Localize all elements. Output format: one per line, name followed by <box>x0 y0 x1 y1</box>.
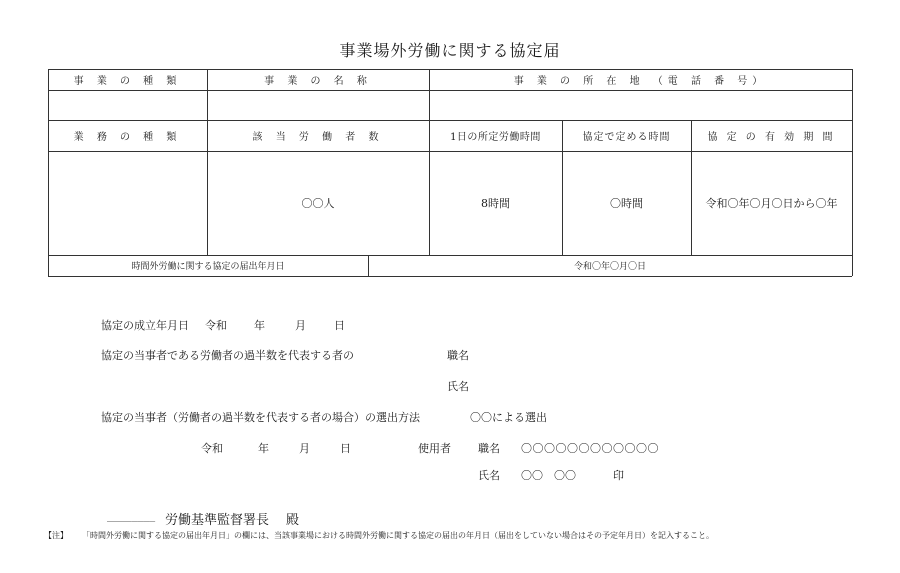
agreed-hours-value[interactable]: 〇時間 <box>610 197 643 210</box>
header-agreed-hours: 協定で定める時間 <box>582 132 671 143</box>
honorific: 殿 <box>286 513 300 528</box>
worker-count-value[interactable]: 〇〇人 <box>301 197 335 210</box>
footnote-text: 「時間外労働に関する協定の届出年月日」の欄には、当該事業場における時間外労働に関する協定の届出の年月日（届出をしていない場合はその予定年月日）を記入すること。 <box>82 531 714 540</box>
representative-name-label: 氏名 <box>447 380 469 393</box>
selection-method-label: 協定の当事者（労働者の過半数を代表する者の場合）の選出方法 <box>101 411 420 424</box>
header-business-name: 事 業 の 名 称 <box>264 76 372 87</box>
daily-hours-value[interactable]: 8時間 <box>481 197 510 210</box>
employer-name-label: 氏名 <box>478 469 500 482</box>
header-business-type: 事 業 の 種 類 <box>73 76 182 87</box>
header-work-type: 業 務 の 種 類 <box>73 132 182 143</box>
seal-mark: 印 <box>613 469 624 482</box>
filing-date-label: 時間外労働に関する協定の届出年月日 <box>131 262 285 272</box>
header-worker-count: 該 当 労 働 者 数 <box>252 132 384 143</box>
business-address-field[interactable] <box>429 90 852 120</box>
established-day[interactable]: 日 <box>334 319 345 332</box>
validity-period-value[interactable]: 令和〇年〇月〇日から〇年 <box>705 197 838 210</box>
established-month[interactable]: 月 <box>295 319 306 332</box>
employer-date-year[interactable]: 年 <box>258 442 269 455</box>
employer-position-value[interactable]: 〇〇〇〇〇〇〇〇〇〇〇〇 <box>521 442 659 455</box>
employer-date-day[interactable]: 日 <box>340 442 351 455</box>
work-type-field[interactable] <box>48 151 207 255</box>
employer-date-month[interactable]: 月 <box>299 442 310 455</box>
office-blank[interactable]: ________ <box>107 511 156 522</box>
established-date-label: 協定の成立年月日 <box>101 319 189 332</box>
established-era[interactable]: 令和 <box>205 319 227 332</box>
employer-name-value[interactable]: 〇〇 〇〇 <box>521 469 576 482</box>
footnote-mark: 【注】 <box>44 531 68 540</box>
employer-label: 使用者 <box>418 442 451 455</box>
established-year[interactable]: 年 <box>254 319 265 332</box>
employer-position-label: 職名 <box>478 442 500 455</box>
header-business-address: 事 業 の 所 在 地 （電 話 番 号） <box>513 76 768 87</box>
employer-date-era[interactable]: 令和 <box>201 442 223 455</box>
footnote <box>44 530 714 541</box>
header-daily-hours: 1日の所定労働時間 <box>450 132 541 143</box>
page-title: 事業場外労働に関する協定届 <box>339 41 561 60</box>
representative-label: 協定の当事者である労働者の過半数を代表する者の <box>101 349 354 362</box>
filing-date-value[interactable]: 令和〇年〇月〇日 <box>573 262 646 272</box>
representative-position-label: 職名 <box>447 349 469 362</box>
business-name-field[interactable] <box>207 90 429 120</box>
header-validity-period: 協 定 の 有 効 期 間 <box>707 132 836 143</box>
selection-method-value[interactable]: 〇〇による選出 <box>470 411 547 424</box>
business-type-field[interactable] <box>48 90 207 120</box>
office-title: 労働基準監督署長 <box>165 513 270 528</box>
